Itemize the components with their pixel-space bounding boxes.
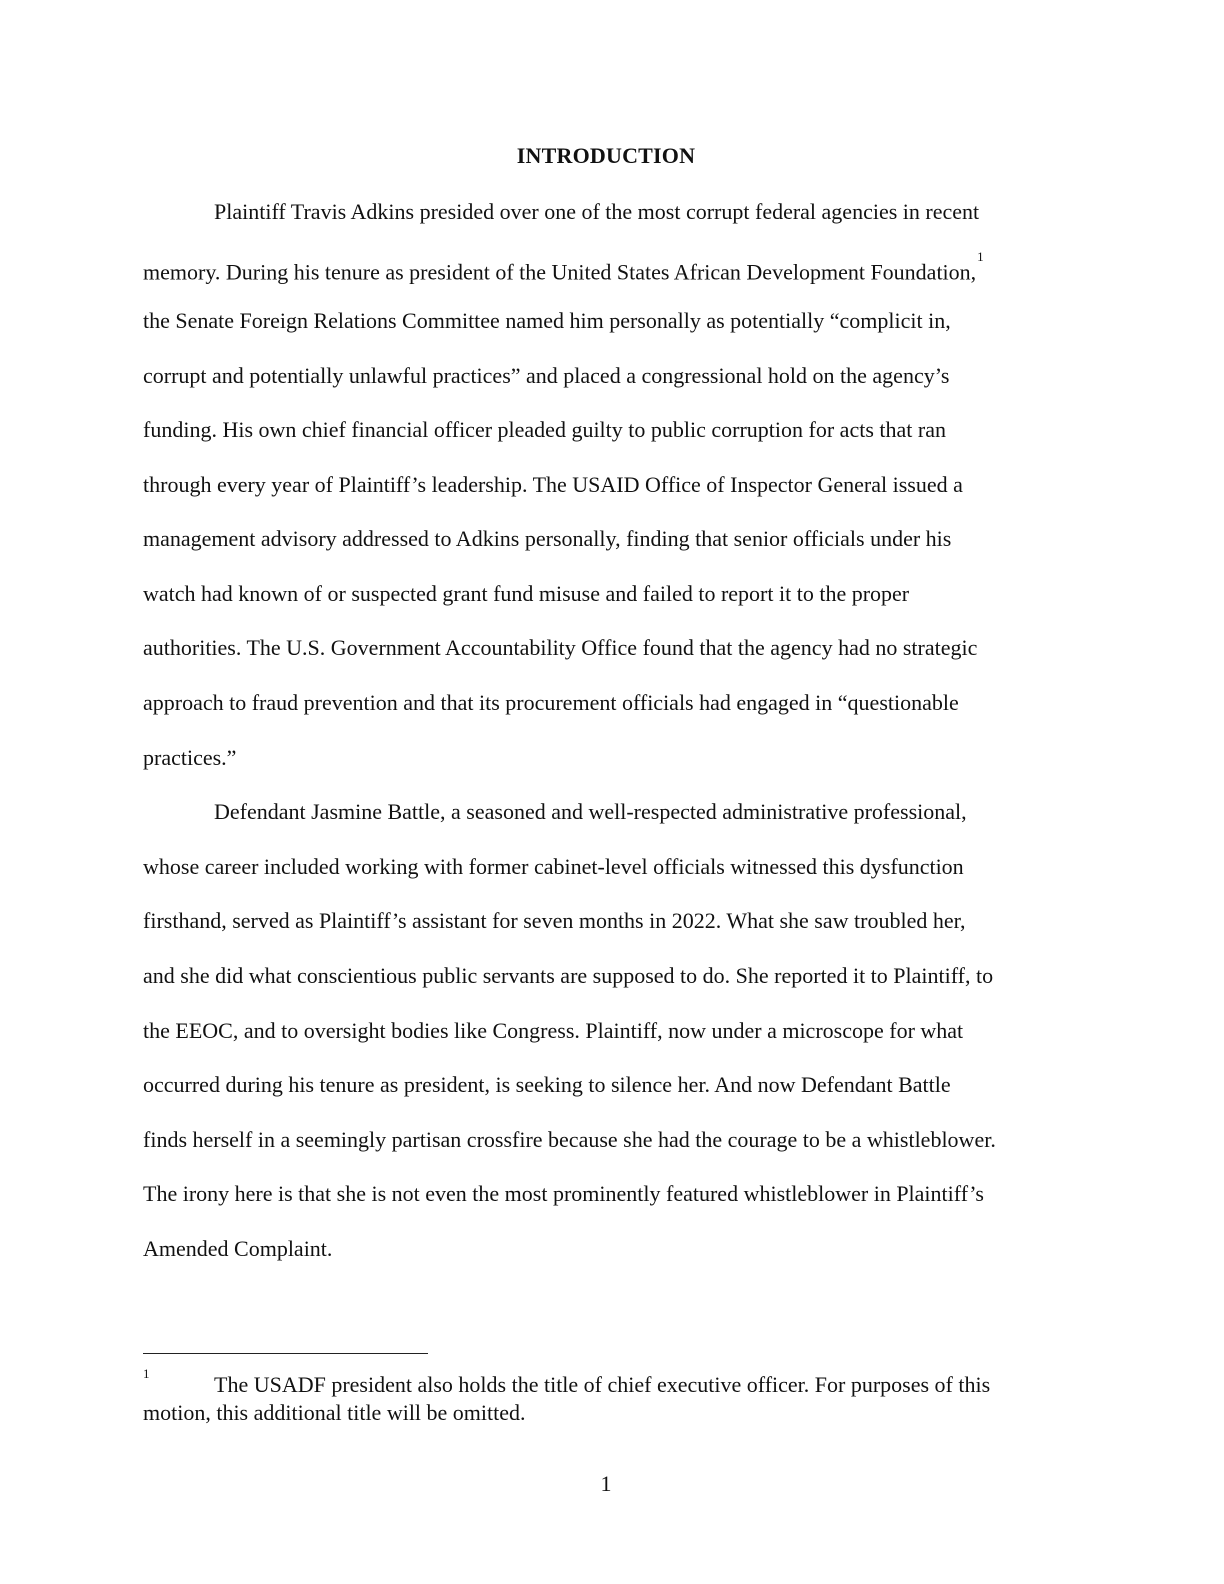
- paragraph-line: occurred during his tenure as president, is seeking to silence her. And now Defendant Battle: [143, 1072, 951, 1097]
- section-heading: INTRODUCTION: [516, 143, 696, 168]
- paragraph-line: The irony here is that she is not even the most prominently featured whistleblower in Plaintiff’s: [143, 1181, 984, 1206]
- paragraph-line: and she did what conscientious public servants are supposed to do. She reported it to Plaintiff, to: [143, 963, 994, 988]
- paragraph-line: management advisory addressed to Adkins personally, finding that senior officials under his: [143, 526, 952, 551]
- paragraph-line: whose career included working with former cabinet-level officials witnessed this dysfunction: [143, 854, 964, 879]
- paragraph-line: authorities. The U.S. Government Accountability Office found that the agency had no strategic: [143, 635, 978, 660]
- paragraph-line: Defendant Jasmine Battle, a seasoned and well-respected administrative professional,: [214, 799, 967, 824]
- paragraph-line: through every year of Plaintiff’s leadership. The USAID Office of Inspector General issued a: [143, 472, 963, 497]
- footnote-line: motion, this additional title will be omitted.: [143, 1400, 526, 1425]
- paragraph-line: Amended Complaint.: [143, 1236, 333, 1261]
- paragraph-line: watch had known of or suspected grant fund misuse and failed to report it to the proper: [143, 581, 910, 606]
- paragraph-line: finds herself in a seemingly partisan crossfire because she had the courage to be a whistleblower.: [143, 1127, 996, 1152]
- paragraph-line: firsthand, served as Plaintiff’s assistant for seven months in 2022. What she saw troubled her,: [143, 908, 966, 933]
- page-number: 1: [600, 1471, 612, 1496]
- paragraph-line: the EEOC, and to oversight bodies like Congress. Plaintiff, now under a microscope for what: [143, 1018, 964, 1043]
- paragraph-line: approach to fraud prevention and that its procurement officials had engaged in “questionable: [143, 690, 959, 715]
- paragraph-line-text: memory. During his tenure as president of the United States African Development Foundation,: [143, 259, 977, 285]
- footnote-reference: 1: [977, 249, 984, 264]
- paragraph-line: [143, 249, 984, 286]
- paragraph-line: practices.”: [143, 745, 237, 770]
- paragraph-line: Plaintiff Travis Adkins presided over one of the most corrupt federal agencies in recent: [214, 199, 980, 224]
- paragraph-line: funding. His own chief financial officer pleaded guilty to public corruption for acts that ran: [143, 417, 946, 442]
- paragraph-line: the Senate Foreign Relations Committee named him personally as potentially “complicit in,: [143, 308, 951, 333]
- footnote-line: The USADF president also holds the title of chief executive officer. For purposes of this: [214, 1372, 991, 1397]
- paragraph-line: corrupt and potentially unlawful practices” and placed a congressional hold on the agency’s: [143, 363, 950, 388]
- footnote-separator: [143, 1353, 428, 1354]
- footnote-number: 1: [143, 1366, 150, 1381]
